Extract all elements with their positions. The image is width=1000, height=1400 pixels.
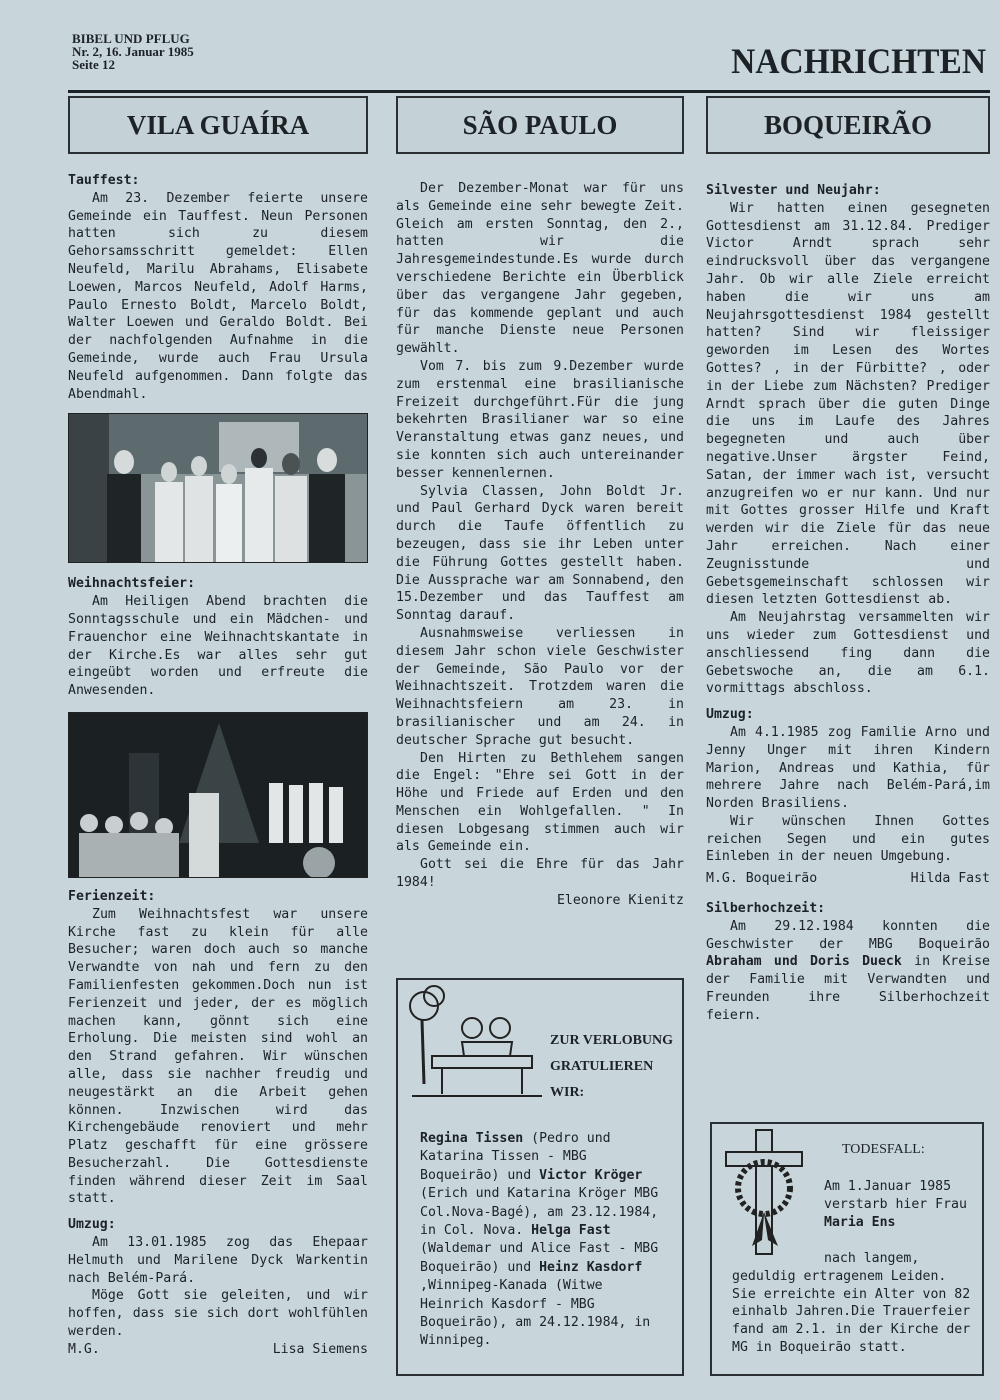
engagement-heading (550, 1028, 673, 1106)
masthead-publication: BIBEL UND PFLUG (72, 31, 190, 46)
paragraph-umzug-2: Wir wünschen Ihnen Gottes reichen Segen und ein gutes Einleben in der neuen Umgebung. (706, 813, 990, 865)
engagement-announcement-box (396, 978, 684, 1376)
column-body (706, 182, 990, 1025)
signature-org: M.G. (68, 1341, 100, 1357)
paragraph-tauffest: Am 23. Dezember feierte unsere Gemeinde ein Tauffest. Neun Personen hatten sich zu diesem Gehorsamsschritt gemeldet: Ellen Neufeld, Marilu Abrahams, Elisabete Loewen, Marcos Neufeld, Adolf Harms, Paulo Ernesto Boldt, Marcelo Boldt, Walter Loewen und Geraldo Boldt. Bei der nachfolgenden Aufnahme in die Gemeinde, wurde auch Frau Ursula Neufeld aufgenommen. Dann folgte das Abendmahl. (68, 190, 368, 402)
engaged-parents-4: ,Winnipeg-Kanada (Witwe Heinrich Kasdorf - MBG Boqueirão), am 24.12.1984, in Winnipeg. (420, 1278, 651, 1349)
signature-author: Eleonore Kienitz (556, 892, 684, 908)
header-rule (68, 90, 990, 93)
subheading-tauffest: Tauffest: (68, 173, 140, 188)
paragraph-3: Sylvia Classen, John Boldt Jr. und Paul Gerhard Dyck waren bereit durch die Taufe öffentlich zu bezeugen, dass sie ihr Leben unter die Führung Gottes gestellt haben. Die Aussprache war am Sonnabend, den 15.Dezember und das Tauffest am Sonntag darauf. (396, 483, 684, 624)
silberhochzeit-rest: in Kreise der Familie mit Verwandten und Freunden ihre Silberhochzeit feiern. (706, 954, 990, 1023)
subheading-weihnachtsfeier: Weihnachtsfeier: (68, 576, 196, 592)
section-title: NACHRICHTEN (731, 41, 986, 81)
paragraph-silvester: Wir hatten einen gesegneten Gottesdienst am 31.12.84. Prediger Victor Arndt sprach sehr eindrucksvoll über das vergangene Jahr. Ob wir alle Ziele erreicht haben die wir uns am Neujahrsgottesdienst 1984 gestellt hatten? Sind wir fleissiger geworden im Lesen des Wortes Gottes? , in der Fürbitte? , oder in der Liebe zum Nächsten? Prediger Arndt sprach über die guten Dinge die uns im Laufe des Jahres begegneten und auch über negative.Unser ärgster Feind, Satan, der immer wach ist, versucht anzugreifen wo er nur kann. Und nur mit Gottes grosser Hilfe und Kraft werden wir die Ziele für das neue Jahr erreichen. Nach einer Zeugnisstunde und Gebetsgemeinschaft schlossen wir diesen letzten Gottesdienst ab. (706, 200, 990, 608)
obituary-intro: Am 1.Januar 1985 verstarb hier Frau (824, 1179, 967, 1212)
paragraph-1: Der Dezember-Monat war für uns als Gemeinde eine sehr bewegte Zeit. Gleich am ersten Sonntag, den 2., hatten wir die Jahresgemeindestunde.Es wurde durch verschiedene Berichte ein Überblick über das vergangene Jahr gegeben, für das kommende geplant und auch für manche Dienste neue Personen gewählt. (396, 181, 684, 357)
paragraph-5: Den Hirten zu Bethlehem sangen die Engel: "Ehre sei Gott in der Höhe und Friede auf Erden und den Menschen ein Wohlgefallen. " In diesen Lobgesang stimmen auch wir als Gemeinde ein. (396, 750, 684, 855)
engaged-name-3: Helga Fast (531, 1223, 611, 1239)
engagement-heading-line2: GRATULIEREN (550, 1059, 654, 1074)
signature-line (706, 870, 990, 888)
paragraph-umzug-1: Am 4.1.1985 zog Familie Arno und Jenny Unger mit ihren Kindern Marion, Andreas und Kathia, für mehrere Jahre nach Belém-Pará,im Norden Brasiliens. (706, 724, 990, 812)
engaged-parents-2: (Erich und Katarina Kröger MBG Col.Nova-Bagé), am 23.12.1984, in Col. Nova. (420, 1186, 659, 1239)
christmas-choir-photo (68, 712, 368, 878)
column-body (68, 172, 368, 1359)
paragraph-umzug-1: Am 13.01.1985 zog das Ehepaar Helmuth und Marilene Dyck Warkentin nach Belém-Pará. (68, 1235, 368, 1286)
masthead-page: Seite 12 (72, 57, 115, 72)
column-boqueirao (706, 96, 990, 1025)
column-header: VILA GUAÍRA (68, 96, 368, 154)
paragraph-ferienzeit: Zum Weihnachtsfest war unsere Kirche fast zu klein für alle Besucher; waren doch auch so manche Verwandte von nah und fern zu den Familienfesten gekommen.Doch nun ist Ferienzeit und jeder, der es möglich machen kann, gönnt sich eine Erholung. Die meisten sind wohl an den Strand gefahren. Wir wünschen alle, dass sie nachher freudig und neugestärkt an die Arbeit gehen können. Inzwischen wird das Kirchengebäude renoviert und mehr Platz geschafft für eine grössere Besucherzahl. Die Gottesdienste finden während dieser Zeit im Saal statt. (68, 906, 368, 1207)
signature-author: Lisa Siemens (272, 1341, 368, 1357)
paragraph-2: Vom 7. bis zum 9.Dezember wurde zum erstenmal eine brasilianische Freizeit durchgeführt.Für die jung bekehrten Brasilianer war so eine Veranstaltung etwas ganz neues, und sie konnten sich auch untereinander besser kennenlernen. (396, 358, 684, 481)
obituary-box (710, 1122, 984, 1376)
column-sao-paulo (396, 96, 684, 910)
paragraph-neujahr: Am Neujahrstag versammelten wir uns wieder zum Gottesdienst und anschliessend fing dann die Gebetswoche an, die am 6.1. vormittags abschloss. (706, 610, 990, 697)
column-header: BOQUEIRÃO (706, 96, 990, 154)
subheading-umzug: Umzug: (706, 707, 754, 723)
bench-couple-illustration (402, 984, 550, 1114)
signature-line (68, 1341, 368, 1359)
baptism-group-photo (68, 413, 368, 563)
paragraph-umzug-2: Möge Gott sie geleiten, und wir hoffen, dass sie sich dort wohlfühlen werden. (68, 1288, 368, 1340)
subheading-silvester: Silvester und Neujahr: (706, 183, 881, 198)
masthead-issue: Nr. 2, 16. Januar 1985 (72, 44, 194, 59)
cross-wreath-icon (718, 1128, 808, 1256)
engaged-name-2: Victor Kröger (539, 1167, 643, 1183)
obituary-heading: TODESFALL: (842, 1142, 925, 1157)
signature-author: Hilda Fast (910, 871, 990, 887)
paragraph-6: Gott sei die Ehre für das Jahr 1984! (396, 857, 684, 891)
engaged-name-4: Heinz Kasdorf (539, 1259, 643, 1275)
paragraph-weihnachtsfeier: Am Heiligen Abend brachten die Sonntagsschule und ein Mädchen- und Frauenchor eine Weihnachtskantate in der Kirche.Es war alles sehr gut eingeübt worden und erfreute die Anwesenden. (68, 594, 368, 699)
obituary-text-top (824, 1178, 970, 1231)
silberhochzeit-intro: Am 29.12.1984 konnten die Geschwister der MBG Boqueirão (706, 918, 990, 952)
paragraph-4: Ausnahmsweise verliessen in diesem Jahr schon viele Geschwister der Gemeinde, São Paulo vor der Weihnachtszeit. Trotzdem waren die Weihnachtsfeiern am 23. in brasilianischer und am 24. in deutscher Sprache gut besucht. (396, 625, 684, 748)
silberhochzeit-couple: Abraham und Doris Dueck (706, 954, 902, 970)
engagement-heading-line1: ZUR VERLOBUNG (550, 1033, 674, 1048)
paragraph-silberhochzeit (706, 918, 990, 1025)
subheading-silberhochzeit: Silberhochzeit: (706, 901, 826, 917)
column-vila-guaira (68, 96, 368, 1359)
obituary-name: Maria Ens (824, 1214, 896, 1230)
engagement-heading-line3: WIR: (550, 1085, 585, 1100)
obituary-text-bottom: nach langem, geduldig ertragenem Leiden. Sie erreichte ein Alter von 82 einhalb Jahren.Die Trauerfeier fand am 2.1. in der Kirche der MG in Boqueirão statt. (732, 1251, 971, 1355)
subheading-umzug: Umzug: (68, 1217, 116, 1233)
engaged-parents-3: (Waldemar und Alice Fast - MBG Boqueirão) und (420, 1241, 659, 1275)
masthead (72, 32, 194, 71)
baptism-photo-image (69, 414, 367, 562)
column-header: SÃO PAULO (396, 96, 684, 154)
signature-org: M.G. Boqueirão (706, 871, 818, 887)
engagement-text (420, 1130, 670, 1351)
engaged-parents-1: (Pedro und Katarina Tissen - MBG Boqueirão) und (420, 1131, 611, 1183)
engaged-name-1: Regina Tissen (420, 1131, 524, 1146)
subheading-ferienzeit: Ferienzeit: (68, 888, 156, 904)
christmas-photo-image (69, 713, 367, 877)
column-body (396, 180, 684, 910)
